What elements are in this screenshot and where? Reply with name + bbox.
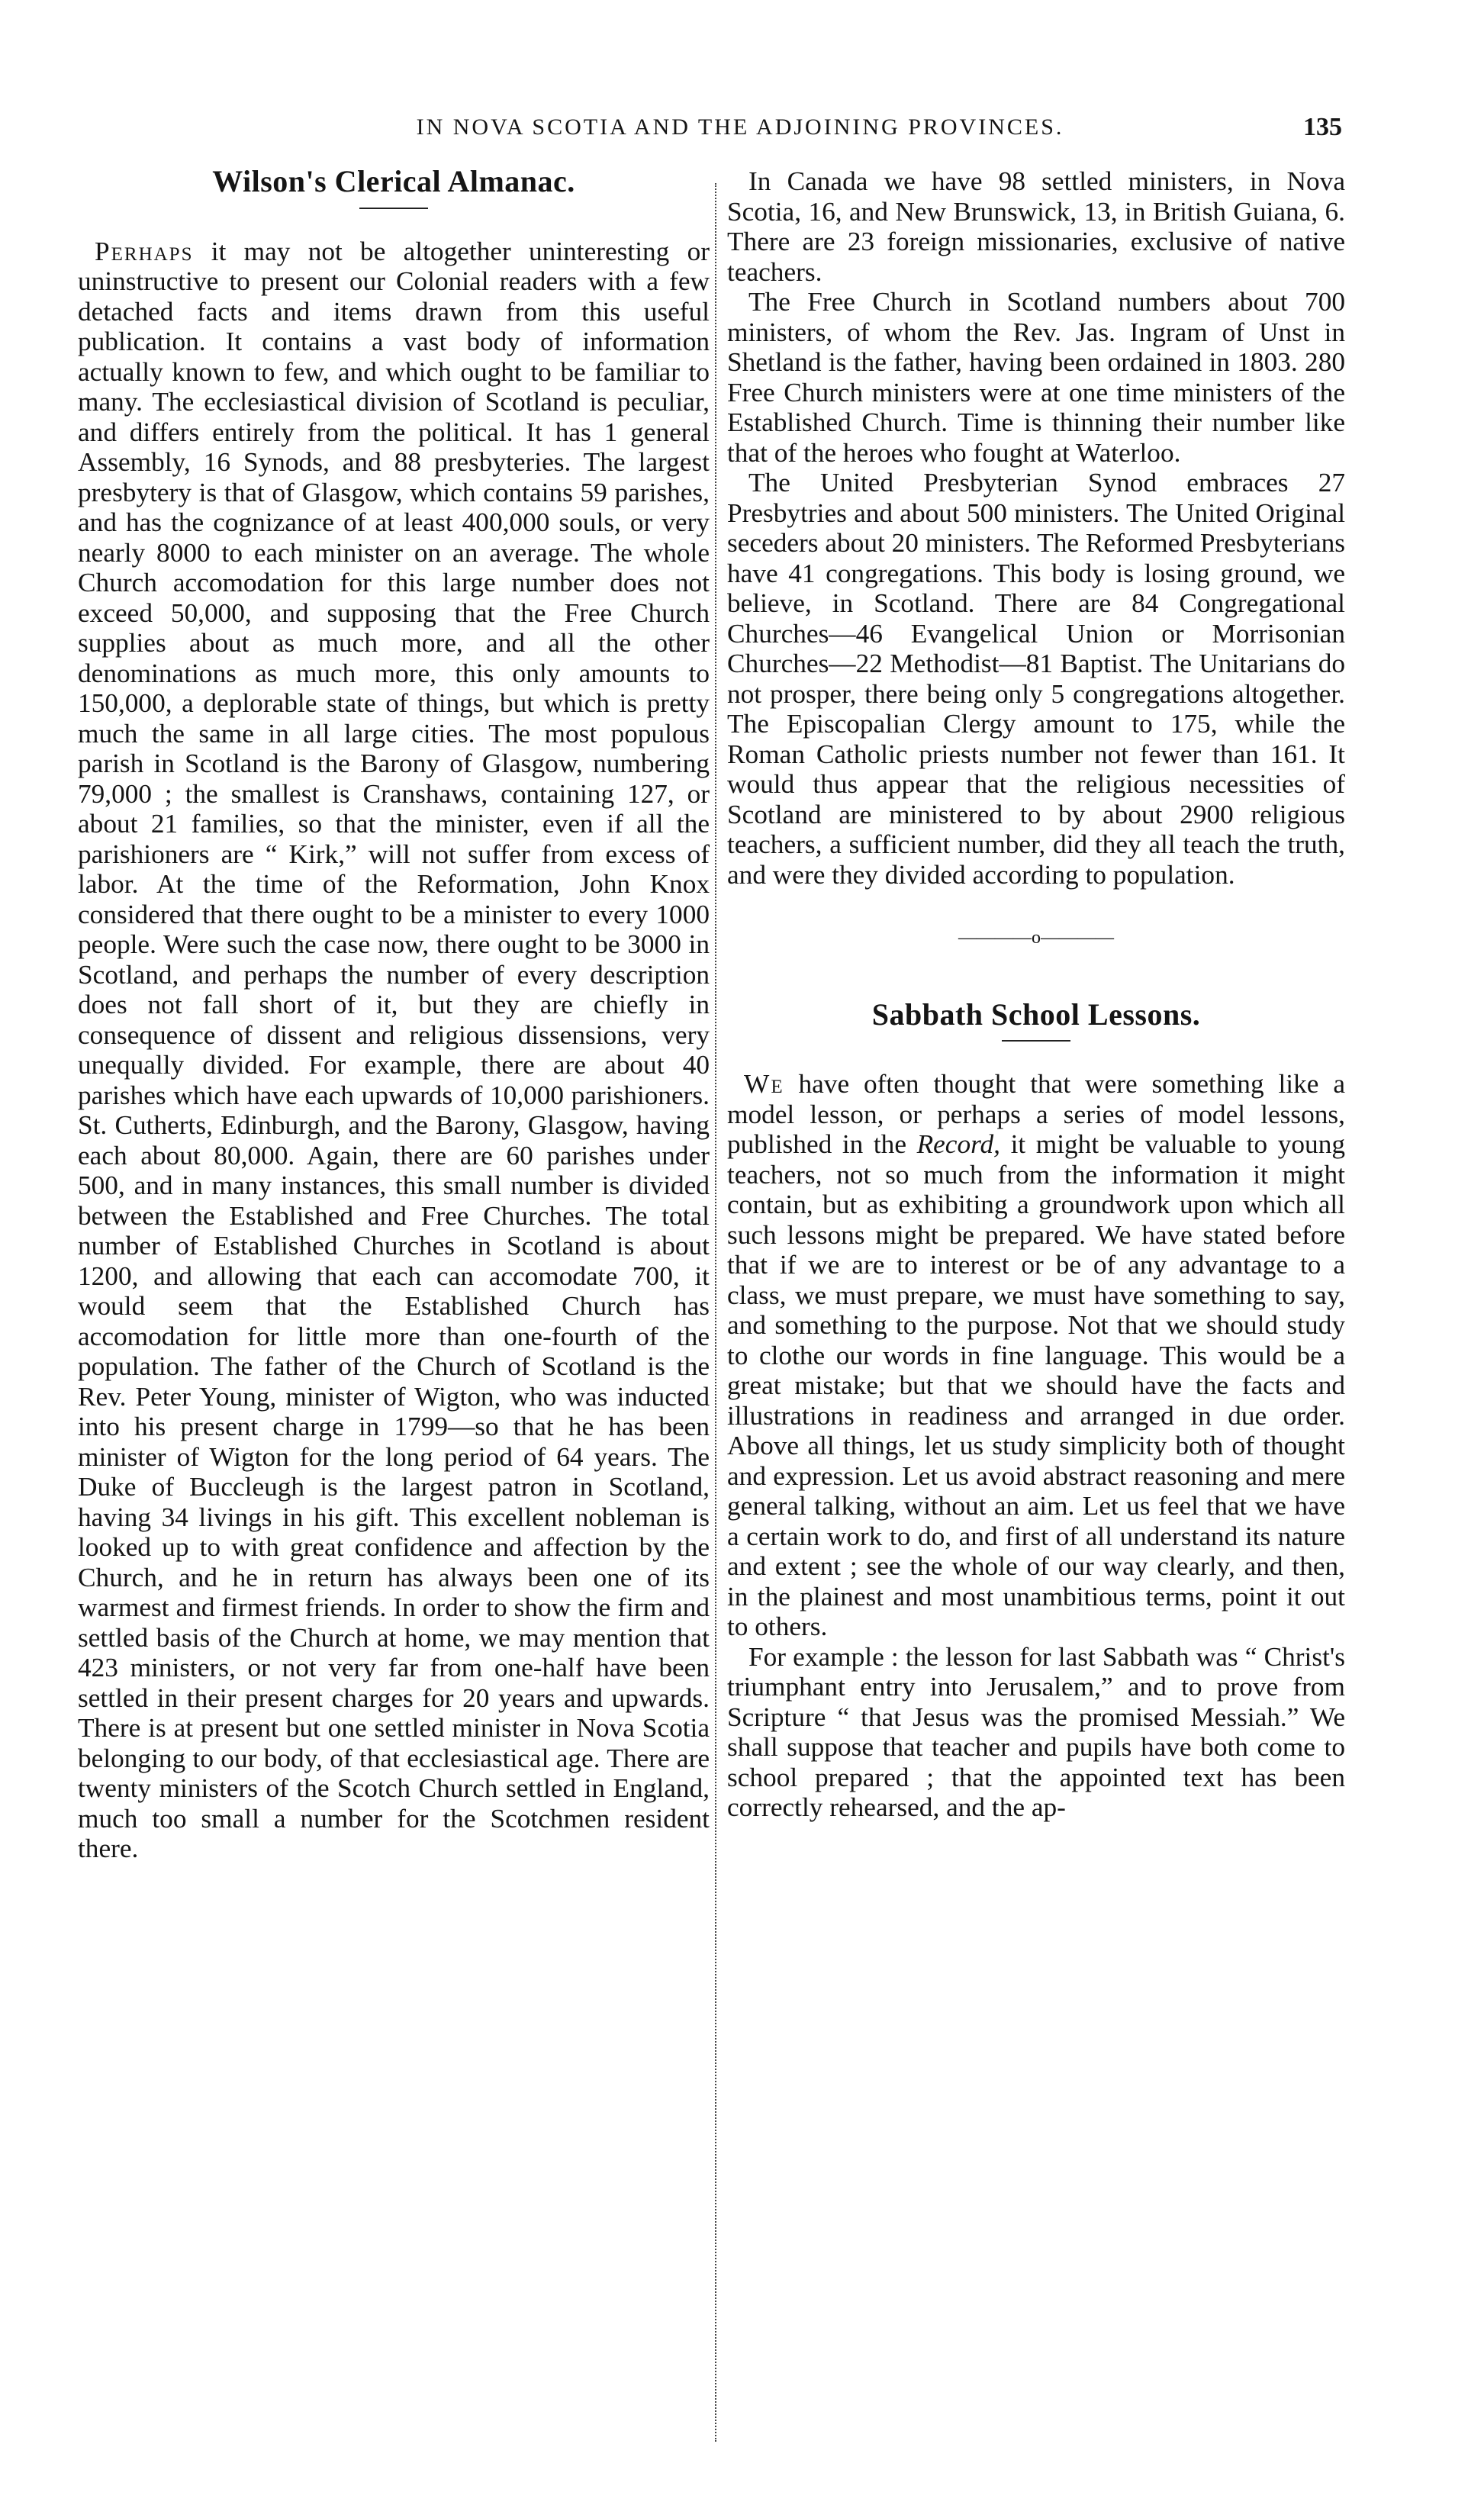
article1-paragraph-4: The United Presbyterian Synod embraces 27 Presbytries and about 500 ministers. The United Original seceders about 20 ministers. The Reformed Presbyterians have 41 congregations. This body is losing ground, we believe, in Scotland. There are 84 Congregational Churches—46 Evangelical Union or Morrisonian Churches—22 Methodist—81 Baptist. The Unitarians do not prosper, there being only 5 congregations altogether. The Episcopalian Clergy amount to 175, while the Roman Catholic priests number not fewer than 161. It would thus appear that the religious necessities of Scotland are ministered to by about 2900 religious teachers, a sufficient number, did they all teach the truth, and were they divided according to population.: [727, 468, 1345, 890]
article1-paragraph-1: [78, 237, 710, 1864]
title-rule: [359, 208, 428, 209]
title-rule: [1002, 1040, 1070, 1042]
article-title-sabbath-school: Sabbath School Lessons.: [871, 997, 1201, 1032]
article1-paragraph-3: The Free Church in Scotland numbers about 700 ministers, of whom the Rev. Jas. Ingram of Unst in Shetland is the father, having been ordained in 1803. 280 Free Church ministers were at one time ministers of the Established Church. Time is thinning their number like that of the heroes who fought at Waterloo.: [727, 287, 1345, 468]
page-number: 135: [1303, 113, 1342, 141]
running-head: IN NOVA SCOTIA AND THE ADJOINING PROVINCES.: [416, 114, 1064, 140]
section-separator: ————o————: [958, 928, 1114, 948]
drop-word: Perhaps: [95, 236, 194, 266]
article2-paragraph-1: [727, 1069, 1345, 1642]
article2-paragraph-1-text-b: it might be valuable to young teachers, not so much from the information it might contain, but as exhibiting a groundwork upon which all such lessons might be prepared. We have stated before that if we are to interest or be of any advantage to a class, we must prepare, we must have something to say, and something to the purpose. Not that we should study to clothe our words in fine language. This would be a great mistake; but that we should have the facts and illustrations in readiness and arranged in due order. Above all things, let us study simplicity both of thought and expression. Let us avoid abstract reasoning and mere general talking, without an aim. Let us feel that we have a certain work to do, and first of all understand its nature and extent ; see the whole of our way clearly, and then, in the plainest and most unambitious terms, point it out to others.: [727, 1129, 1345, 1641]
article1-paragraph-1-text: it may not be altogether uninteresting or uninstructive to present our Colonial readers with a few detached facts and items drawn from this useful publication. It contains a vast body of information actually known to few, and which ought to be familiar to many. The ecclesiastical division of Scotland is peculiar, and differs entirely from the political. It has 1 general Assembly, 16 Synods, and 88 presbyteries. The largest presbytery is that of Glasgow, which contains 59 parishes, and has the cognizance of at least 400,000 souls, or very nearly 8000 to each minister on an average. The whole Church accomodation for this large number does not exceed 50,000, and supposing that the Free Church supplies about as much more, and all the other denominations as much more, this only amounts to 150,000, a deplorable state of things, but which is pretty much the same in all large cities. The most populous parish in Scotland is the Barony of Glasgow, numbering 79,000 ; the smallest is Cranshaws, containing 127, or about 21 families, so that the minister, even if all the parishioners are “ Kirk,” will not suffer from excess of labor. At the time of the Reformation, John Knox considered that there ought to be a minister to every 1000 people. Were such the case now, there ought to be 3000 in Scotland, and perhaps the number of every description does not fall short of it, but they are chiefly in consequence of dissent and religious dissensions, very unequally divided. For example, there are about 40 parishes which have each upwards of 10,000 parishioners. St. Cutherts, Edinburgh, and the Barony, Glasgow, having each about 80,000. Again, there are 60 parishes under 500, and in many instances, this small number is divided between the Established and Free Churches. The total number of Established Churches in Scotland is about 1200, and allowing that each can accomodate 700, it would seem that the Established Church has accomodation for little more than one-fourth of the population. The father of the Church of Scotland is the Rev. Peter Young, minister of Wigton, who was inducted into his present charge in 1799—so that he has been minister of Wigton for the long period of 64 years. The Duke of Buccleugh is the largest patron in Scotland, having 34 livings in his gift. This excellent nobleman is looked up to with great confidence and affection by the Church, and he in return has always been one of its warmest and firmest friends. In order to show the firm and settled basis of the Church at home, we may mention that 423 ministers, or not very far from one-half have been settled in their present charges for 20 years and upwards. There is at present but one settled minister in Nova Scotia belonging to our body, of that ecclesiastical age. There are twenty ministers of the Scotch Church settled in England, much too small a number for the Scotchmen resident there.: [78, 236, 710, 1863]
left-column: [78, 166, 710, 1864]
article-title-wilsons-almanac: Wilson's Clerical Almanac.: [212, 164, 575, 198]
article1-paragraph-2: In Canada we have 98 settled ministers, in Nova Scotia, 16, and New Brunswick, 13, in British Guiana, 6. There are 23 foreign missionaries, exclusive of native teachers.: [727, 166, 1345, 287]
article2-paragraph-2: For example : the lesson for last Sabbath was “ Christ's triumphant entry into Jerusalem,” and to prove from Scripture “ that Jesus was the promised Messiah.” We shall suppose that teacher and pupils have both come to school prepared ; that the appointed text has been correctly rehearsed, and the ap-: [727, 1641, 1345, 1822]
drop-word: We: [744, 1069, 784, 1099]
record-title: Record,: [916, 1129, 1001, 1159]
article2-paragraph-1-text-a: have often thought that were something like a model lesson, or perhaps a series of model lessons, published in the: [727, 1069, 1345, 1159]
right-column: [727, 166, 1345, 1823]
column-divider: [715, 183, 716, 2442]
